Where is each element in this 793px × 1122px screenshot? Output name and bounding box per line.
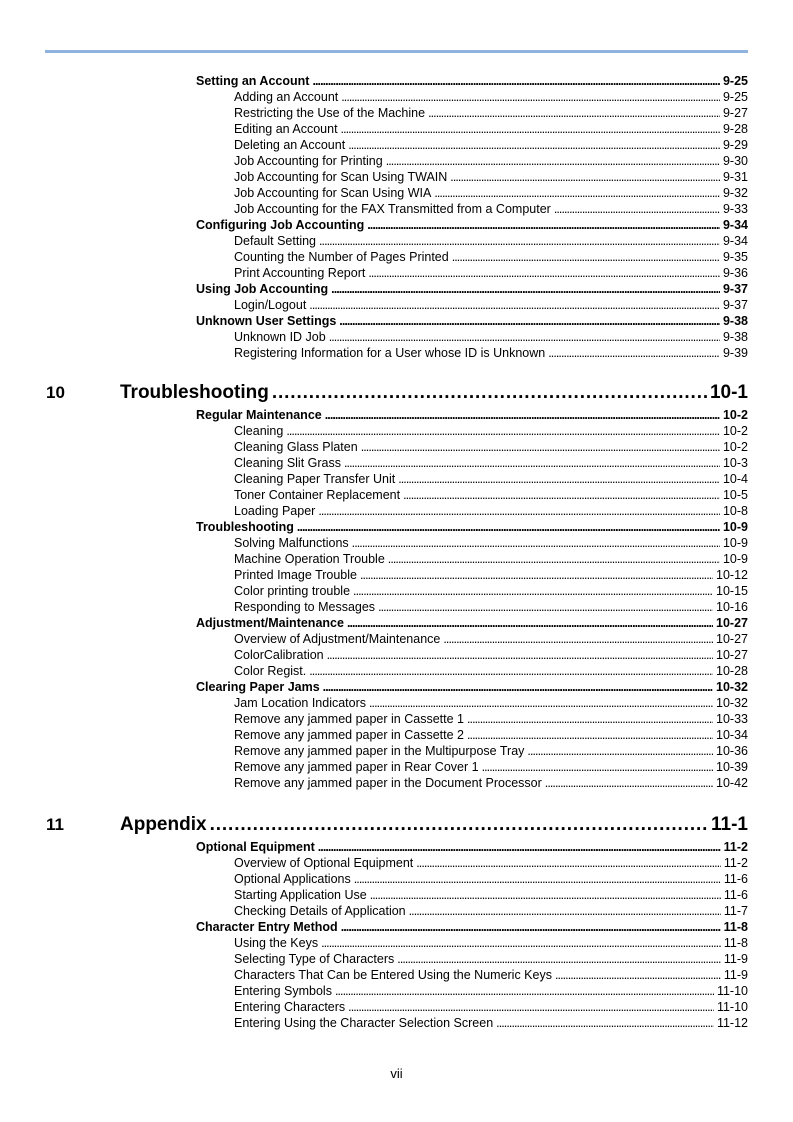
chapter-number: 11 <box>46 815 64 834</box>
toc-entry[interactable] <box>234 855 748 871</box>
toc-entry[interactable] <box>234 695 748 711</box>
toc-entry[interactable] <box>196 615 748 631</box>
toc-entry-title: Remove any jammed paper in Rear Cover 1 <box>234 760 479 774</box>
toc-entry-page: 11-6 <box>723 872 748 886</box>
toc-entry[interactable] <box>234 1015 748 1031</box>
dot-leader <box>286 423 720 439</box>
toc-entry-page: 10-2 <box>722 440 748 454</box>
toc-entry[interactable] <box>234 329 748 345</box>
toc-entry-title: Registering Information for a User whose ID is Unknown <box>234 346 546 360</box>
toc-entry[interactable] <box>234 647 748 663</box>
toc-entry[interactable] <box>234 535 748 551</box>
dot-leader <box>348 999 714 1015</box>
dot-leader <box>318 503 720 519</box>
toc-entry-title: Jam Location Indicators <box>234 696 367 710</box>
dot-leader <box>321 935 721 951</box>
toc-entry[interactable] <box>234 951 748 967</box>
dot-leader <box>341 121 720 137</box>
toc-entry[interactable] <box>234 599 748 615</box>
dot-leader <box>482 759 713 775</box>
toc-entry-title: Selecting Type of Characters <box>234 952 395 966</box>
page-number: vii <box>390 1066 403 1081</box>
toc-entry[interactable] <box>234 455 748 471</box>
toc-entry[interactable] <box>234 871 748 887</box>
toc-entry-page: 11-2 <box>723 840 748 854</box>
dot-leader <box>331 281 720 297</box>
toc-entry[interactable] <box>234 137 748 153</box>
toc-entry-title: Cleaning Glass Platen <box>234 440 358 454</box>
toc-entry-page: 9-30 <box>722 154 748 168</box>
toc-entry-title: Characters That Can be Entered Using the Numeric Keys <box>234 968 552 982</box>
toc-entry[interactable] <box>196 313 748 329</box>
toc-entry[interactable] <box>234 663 748 679</box>
toc-entry-title: Remove any jammed paper in Cassette 1 <box>234 712 464 726</box>
toc-entry-page: 9-34 <box>722 218 748 232</box>
toc-entry[interactable] <box>234 759 748 775</box>
toc-entry-title: Starting Application Use <box>234 888 367 902</box>
toc-entry-title: Overview of Adjustment/Maintenance <box>234 632 441 646</box>
toc-entry-title: Job Accounting for Printing <box>234 154 383 168</box>
dot-leader <box>272 380 707 406</box>
toc-entry-title: Appendix <box>120 814 207 835</box>
toc-entry-page: 9-34 <box>722 234 748 248</box>
toc-entry-page: 11-6 <box>723 888 748 902</box>
dot-leader <box>354 871 721 887</box>
toc-entry-title: Color printing trouble <box>234 584 351 598</box>
toc-entry-title: Adjustment/Maintenance <box>196 616 344 630</box>
dot-leader <box>341 89 720 105</box>
dot-leader <box>403 487 720 503</box>
dot-leader <box>297 519 720 535</box>
dot-leader <box>452 249 720 265</box>
dot-leader <box>210 812 708 838</box>
toc-entry[interactable] <box>234 233 748 249</box>
toc-entry[interactable] <box>196 217 748 233</box>
dot-leader <box>496 1015 714 1031</box>
toc-entry-title: Optional Applications <box>234 872 351 886</box>
toc-entry-title: Loading Paper <box>234 504 316 518</box>
dot-leader <box>309 297 720 313</box>
dot-leader <box>467 711 713 727</box>
toc-entry[interactable] <box>234 967 748 983</box>
toc-entry[interactable] <box>234 887 748 903</box>
toc-entry-page: 10-42 <box>716 776 748 790</box>
toc-entry-page: 10-32 <box>716 680 748 694</box>
toc-entry[interactable] <box>234 567 748 583</box>
toc-entry-page: 10-9 <box>722 536 748 550</box>
toc-entry-page: 10-15 <box>716 584 748 598</box>
toc-entry-title: Optional Equipment <box>196 840 315 854</box>
toc-entry-page: 11-9 <box>723 968 748 982</box>
toc-entry-page: 9-35 <box>722 250 748 264</box>
toc-entry[interactable] <box>234 999 748 1015</box>
toc-entry[interactable] <box>234 983 748 999</box>
toc-entry-page: 11-8 <box>723 936 748 950</box>
toc-entry-page: 10-2 <box>722 424 748 438</box>
toc-entry[interactable] <box>196 407 748 423</box>
dot-leader <box>335 983 714 999</box>
toc-entry-title: Checking Details of Application <box>234 904 406 918</box>
toc-entry[interactable] <box>234 121 748 137</box>
toc-entry[interactable] <box>234 423 748 439</box>
dot-leader <box>312 73 720 89</box>
dot-leader <box>386 153 720 169</box>
toc-entry-title: Clearing Paper Jams <box>196 680 320 694</box>
toc-entry-page: 10-28 <box>716 664 748 678</box>
dot-leader <box>443 631 713 647</box>
toc-entry-title: Entering Symbols <box>234 984 332 998</box>
toc-entry-page: 10-12 <box>716 568 748 582</box>
toc-entry-title: Using the Keys <box>234 936 319 950</box>
toc-entry[interactable] <box>234 935 748 951</box>
toc-entry-title: Troubleshooting <box>196 520 294 534</box>
toc-entry-page: 9-25 <box>722 74 748 88</box>
toc-entry-title: Counting the Number of Pages Printed <box>234 250 449 264</box>
toc-entry[interactable] <box>234 249 748 265</box>
toc-entry-page: 11-10 <box>716 1000 748 1014</box>
dot-leader <box>409 903 721 919</box>
toc-entry-page: 9-38 <box>722 330 748 344</box>
toc-entry-page: 10-27 <box>716 616 748 630</box>
toc-entry-title: Editing an Account <box>234 122 338 136</box>
header-rule <box>45 50 748 53</box>
dot-leader <box>388 551 720 567</box>
dot-leader <box>319 233 720 249</box>
toc-entry[interactable] <box>196 839 748 855</box>
toc-entry-title: Deleting an Account <box>234 138 346 152</box>
toc-entry-page: 9-37 <box>722 298 748 312</box>
dot-leader <box>353 583 713 599</box>
chapter-heading[interactable] <box>120 812 748 838</box>
toc-entry-title: Default Setting <box>234 234 316 248</box>
toc-entry-title: Responding to Messages <box>234 600 376 614</box>
toc-entry[interactable] <box>234 185 748 201</box>
dot-leader <box>329 329 720 345</box>
toc-entry-title: Job Accounting for the FAX Transmitted from a Computer <box>234 202 551 216</box>
dot-leader <box>555 967 721 983</box>
dot-leader <box>554 201 720 217</box>
toc-entry-page: 10-27 <box>716 648 748 662</box>
dot-leader <box>527 743 713 759</box>
dot-leader <box>348 137 720 153</box>
toc-entry[interactable] <box>234 711 748 727</box>
toc-entry-title: Remove any jammed paper in the Multipurpose Tray <box>234 744 525 758</box>
toc-entry-page: 9-38 <box>722 314 748 328</box>
toc-entry-page: 11-10 <box>716 984 748 998</box>
dot-leader <box>398 471 720 487</box>
toc-entry-page: 10-16 <box>716 600 748 614</box>
toc-entry[interactable] <box>234 471 748 487</box>
toc-entry-page: 10-3 <box>722 456 748 470</box>
toc-entry-page: 11-12 <box>716 1016 748 1030</box>
toc-entry-page: 10-9 <box>722 552 748 566</box>
toc-entry[interactable] <box>234 297 748 313</box>
toc-entry-title: Restricting the Use of the Machine <box>234 106 426 120</box>
toc-entry-page: 11-1 <box>711 814 748 835</box>
toc-entry-page: 11-7 <box>723 904 748 918</box>
dot-leader <box>428 105 720 121</box>
dot-leader <box>339 313 720 329</box>
toc-entry-page: 9-31 <box>722 170 748 184</box>
toc-entry-title: Solving Malfunctions <box>234 536 349 550</box>
toc-entry-title: Print Accounting Report <box>234 266 366 280</box>
toc-entry-page: 10-8 <box>722 504 748 518</box>
toc-entry-page: 10-5 <box>722 488 748 502</box>
toc-entry-page: 10-2 <box>722 408 748 422</box>
toc-entry-page: 9-39 <box>722 346 748 360</box>
toc-entry[interactable] <box>234 743 748 759</box>
toc-entry[interactable] <box>234 89 748 105</box>
toc-entry-page: 10-33 <box>716 712 748 726</box>
toc-entry-page: 9-37 <box>722 282 748 296</box>
toc-entry[interactable] <box>234 439 748 455</box>
toc-entry-title: Cleaning Slit Grass <box>234 456 341 470</box>
dot-leader <box>309 663 713 679</box>
toc-entry-title: Cleaning Paper Transfer Unit <box>234 472 396 486</box>
toc-entry-title: Troubleshooting <box>120 382 269 403</box>
toc-entry[interactable] <box>234 169 748 185</box>
toc-entry-title: Setting an Account <box>196 74 310 88</box>
toc-entry-page: 9-27 <box>722 106 748 120</box>
dot-leader <box>369 695 713 711</box>
toc-entry[interactable] <box>234 345 748 361</box>
toc-entry-page: 11-9 <box>723 952 748 966</box>
toc-entry-page: 9-25 <box>722 90 748 104</box>
toc-entry[interactable] <box>234 727 748 743</box>
toc-entry-title: Character Entry Method <box>196 920 338 934</box>
toc-entry-page: 9-33 <box>722 202 748 216</box>
dot-leader <box>341 919 721 935</box>
toc-entry-page: 10-4 <box>722 472 748 486</box>
toc-entry-title: Printed Image Trouble <box>234 568 357 582</box>
dot-leader <box>378 599 713 615</box>
toc-entry[interactable] <box>234 903 748 919</box>
toc-entry[interactable] <box>234 503 748 519</box>
toc-entry-title: Entering Characters <box>234 1000 346 1014</box>
dot-leader <box>344 455 720 471</box>
toc-entry[interactable] <box>196 73 748 89</box>
toc-entry-title: Unknown ID Job <box>234 330 326 344</box>
toc-entry[interactable] <box>234 105 748 121</box>
toc-entry-title: Color Regist. <box>234 664 307 678</box>
toc-entry-page: 10-1 <box>709 382 748 403</box>
toc-entry-title: Unknown User Settings <box>196 314 337 328</box>
dot-leader <box>434 185 720 201</box>
toc-entry[interactable] <box>234 583 748 599</box>
toc-entry[interactable] <box>234 201 748 217</box>
dot-leader <box>318 839 721 855</box>
toc-entry-page: 11-2 <box>723 856 748 870</box>
toc-entry-page: 11-8 <box>723 920 748 934</box>
toc-entry-page: 9-28 <box>722 122 748 136</box>
toc-entry-title: Job Accounting for Scan Using TWAIN <box>234 170 448 184</box>
dot-leader <box>450 169 720 185</box>
dot-leader <box>361 439 720 455</box>
toc-entry-title: Entering Using the Character Selection Screen <box>234 1016 494 1030</box>
toc-entry-title: Toner Container Replacement <box>234 488 401 502</box>
toc-entry[interactable] <box>196 519 748 535</box>
toc-entry[interactable] <box>234 775 748 791</box>
toc-entry[interactable] <box>196 919 748 935</box>
chapter-number: 10 <box>46 383 65 402</box>
chapter-heading[interactable] <box>120 380 748 406</box>
dot-leader <box>545 775 713 791</box>
toc-entry-title: Login/Logout <box>234 298 307 312</box>
toc-entry-title: Regular Maintenance <box>196 408 322 422</box>
toc-entry[interactable] <box>234 153 748 169</box>
dot-leader <box>370 887 721 903</box>
dot-leader <box>327 647 713 663</box>
toc-entry[interactable] <box>234 551 748 567</box>
toc-entry[interactable] <box>234 631 748 647</box>
toc-entry[interactable] <box>196 281 748 297</box>
dot-leader <box>548 345 720 361</box>
toc-entry[interactable] <box>234 487 748 503</box>
toc-entry[interactable] <box>196 679 748 695</box>
dot-leader <box>360 567 713 583</box>
dot-leader <box>347 615 713 631</box>
dot-leader <box>368 265 720 281</box>
toc-entry-title: Overview of Optional Equipment <box>234 856 414 870</box>
toc-entry[interactable] <box>234 265 748 281</box>
dot-leader <box>367 217 720 233</box>
toc-entry-page: 10-34 <box>716 728 748 742</box>
toc-entry-page: 9-32 <box>722 186 748 200</box>
toc-entry-title: Job Accounting for Scan Using WIA <box>234 186 432 200</box>
toc-entry-title: Cleaning <box>234 424 284 438</box>
dot-leader <box>325 407 720 423</box>
dot-leader <box>352 535 720 551</box>
toc-entry-title: Remove any jammed paper in Cassette 2 <box>234 728 464 742</box>
dot-leader <box>323 679 713 695</box>
dot-leader <box>397 951 721 967</box>
toc-entry-title: Adding an Account <box>234 90 339 104</box>
toc-entry-page: 10-36 <box>716 744 748 758</box>
toc-entry-page: 9-29 <box>722 138 748 152</box>
dot-leader <box>467 727 713 743</box>
toc-entry-title: ColorCalibration <box>234 648 324 662</box>
dot-leader <box>416 855 721 871</box>
toc-entry-title: Using Job Accounting <box>196 282 329 296</box>
toc-entry-title: Remove any jammed paper in the Document Processor <box>234 776 542 790</box>
toc-entry-page: 10-27 <box>716 632 748 646</box>
toc-entry-page: 10-9 <box>722 520 748 534</box>
toc-entry-page: 10-39 <box>716 760 748 774</box>
toc-entry-title: Machine Operation Trouble <box>234 552 385 566</box>
toc-entry-page: 10-32 <box>716 696 748 710</box>
toc-entry-title: Configuring Job Accounting <box>196 218 365 232</box>
toc-entry-page: 9-36 <box>722 266 748 280</box>
